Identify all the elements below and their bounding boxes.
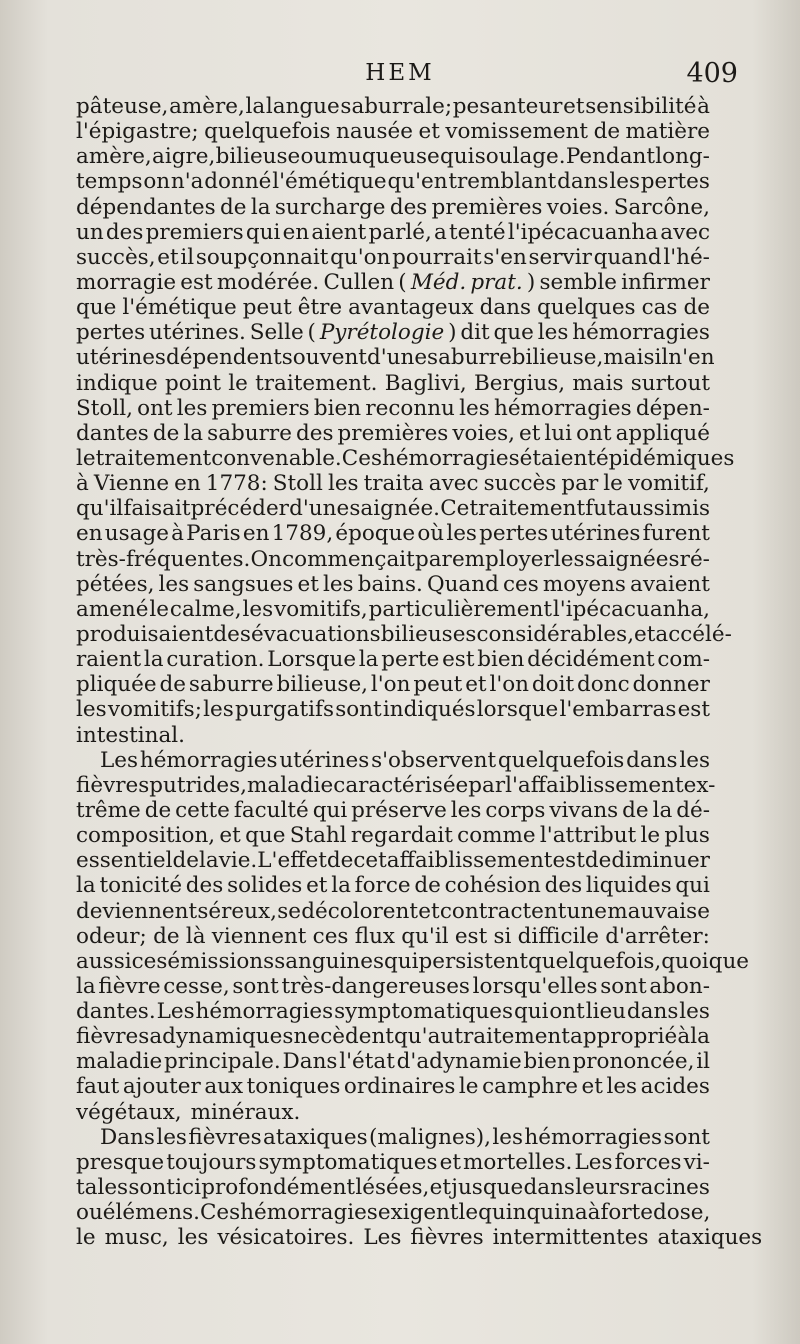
text-line: fièvres putrides, maladie caractérisée par l'affaiblissement ex- — [76, 772, 716, 798]
text-line: Les hémorragies utérines s'observent quelquefois dans les — [100, 747, 710, 773]
text-line: Stoll, ont les premiers bien reconnu les hémorragies dépen- — [76, 395, 710, 421]
text-line: indique point le traitement. Baglivi, Bergius, mais surtout — [76, 370, 710, 396]
text-line: aussi ces émissions sanguines qui persistent quelquefois, quoique — [76, 948, 750, 974]
text-line: raient la curation. Lorsque la perte est bien décidément com- — [76, 647, 710, 673]
text-line: un des premiers qui en aient parlé, a tenté l'ipécacuanha avec — [76, 219, 710, 245]
page-number: 409 — [686, 58, 738, 89]
text-line: tales sont ici profondément lésées, et jusque dans leurs racines — [76, 1175, 710, 1201]
text-line: Dans les fièvres ataxiques (malignes), les hémorragies sont — [100, 1124, 710, 1150]
text-line: en usage à Paris en 1789, époque où les pertes utérines furent — [76, 521, 710, 547]
text-line: dantes de la saburre des premières voies, et lui ont appliqué — [76, 420, 710, 446]
text-line: dantes. Les hémorragies symptomatiques qui ont lieu dans les — [76, 999, 710, 1025]
page-header — [0, 58, 800, 98]
text-line: pertes utérines. Selle ( Pyrétologie ) dit que les hémorragies — [76, 320, 710, 346]
text-line: pliquée de saburre bilieuse, l'on peut et l'on doit donc donner — [76, 672, 710, 698]
text-line: pâteuse, amère, la langue saburrale; pesanteur et sensibilité à — [76, 94, 710, 119]
text-line: intestinal. — [76, 722, 186, 748]
text-line: maladie principale. Dans l'état d'adynamie bien prononcée, il — [76, 1049, 710, 1075]
text-line: qu'il faisait précéder d'une saignée. Ce traitement fut aussi mis — [76, 496, 710, 522]
text-line: fièvres adynamiques ne cèdent qu'au traitement approprié à la — [76, 1024, 710, 1050]
text-line: très-fréquentes. On commençait par employer les saignées ré- — [76, 546, 710, 572]
text-line: odeur; de là viennent ces flux qu'il est si difficile d'arrêter: — [76, 923, 710, 949]
text-line: temps on n'a donné l'émétique qu'en tremblant dans les pertes — [76, 169, 710, 195]
text-line: ou élémens. Ces hémorragies exigent le quinquina à forte dose, — [76, 1200, 711, 1226]
text-line: amené le calme, les vomitifs, particulièrement l'ipécacuanha, — [76, 596, 710, 622]
paragraph — [76, 1124, 763, 1251]
text-line: la fièvre cesse, sont très-dangereuses lorsqu'elles sont abon- — [76, 973, 710, 999]
paragraph — [76, 94, 735, 748]
text-line: produisaient des évacuations bilieuses considérables, et accélé- — [76, 621, 732, 647]
text-line: presque toujours symptomatiques et mortelles. Les forces vi- — [76, 1149, 710, 1175]
text-line: végétaux, minéraux. — [76, 1099, 301, 1125]
text-line: amère, aigre, bilieuse ou muqueuse qui soulage. Pendant long- — [76, 144, 710, 170]
text-line: la tonicité des solides et la force de cohésion des liquides qui — [76, 873, 710, 899]
text-line: dépendantes de la surcharge des premières voies. Sarcône, — [76, 194, 710, 220]
text-line: le musc, les vésicatoires. Les fièvres intermittentes ataxiques — [76, 1225, 763, 1251]
text-line: essentiel de la vie. L'effet de cet affaiblissement est de diminuer — [76, 848, 710, 874]
running-head: HEM — [365, 60, 435, 86]
text-line: morragie est modérée. Cullen ( Méd. prat. ) semble infirmer — [76, 269, 710, 295]
text-line: que l'émétique peut être avantageux dans quelques cas de — [76, 295, 710, 321]
text-line: le traitement convenable. Ces hémorragies étaient épidémiques — [76, 445, 735, 471]
text-line: faut ajouter aux toniques ordinaires le camphre et les acides — [76, 1074, 710, 1100]
text-line: les vomitifs; les purgatifs sont indiqués lorsque l'embarras est — [76, 697, 710, 723]
text-line: l'épigastre; quelquefois nausée et vomissement de matière — [76, 119, 710, 145]
text-line: succès, et il soupçonnait qu'on pourrait s'en servir quand l'hé- — [76, 244, 710, 270]
body-text — [76, 94, 763, 1251]
text-line: composition, et que Stahl regardait comme l'attribut le plus — [76, 823, 710, 849]
text-line: à Vienne en 1778: Stoll les traita avec succès par le vomitif, — [76, 471, 710, 497]
text-line: deviennent séreux, se décolorent et contractent une mauvaise — [76, 898, 710, 924]
text-line: trême de cette faculté qui préserve les corps vivans de la dé- — [76, 797, 710, 823]
text-line: pétées, les sangsues et les bains. Quand ces moyens avaient — [76, 571, 710, 597]
paragraph — [76, 747, 750, 1125]
text-line: utérines dépendent souvent d'une saburre bilieuse, mais il n'en — [76, 345, 715, 371]
